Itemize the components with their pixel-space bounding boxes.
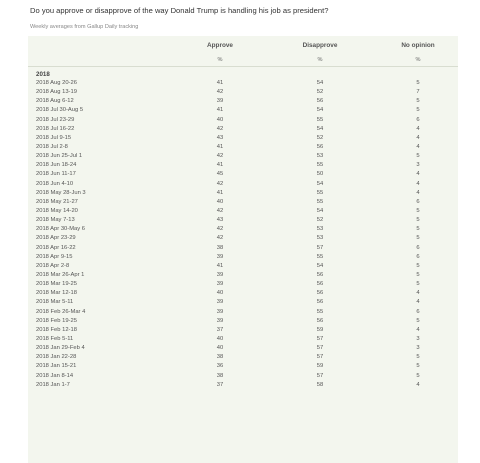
approve-value: 40 <box>216 335 224 342</box>
table-row <box>28 326 458 335</box>
row-label: 2018 Jan 29-Feb 4 <box>36 345 85 352</box>
disapprove-value: 52 <box>316 89 324 96</box>
row-label: 2018 Apr 2-8 <box>36 262 70 269</box>
approve-value: 39 <box>216 271 224 278</box>
table-row <box>28 161 458 170</box>
table-rows <box>28 79 458 390</box>
approve-value: 41 <box>216 143 224 150</box>
approve-value: 42 <box>216 235 224 242</box>
disapprove-value: 53 <box>316 235 324 242</box>
row-label: 2018 Jul 2-8 <box>36 143 68 150</box>
no-opinion-value: 4 <box>416 381 420 388</box>
table-row <box>28 198 458 207</box>
approve-value: 39 <box>216 299 224 306</box>
no-opinion-value: 5 <box>416 235 420 242</box>
no-opinion-value: 5 <box>416 80 420 86</box>
table-row <box>28 372 458 381</box>
no-opinion-value: 5 <box>416 271 420 278</box>
results-table <box>28 36 458 463</box>
disapprove-value: 56 <box>316 281 324 288</box>
approve-value: 40 <box>216 345 224 352</box>
disapprove-value: 55 <box>316 253 324 260</box>
approve-value: 42 <box>216 89 224 96</box>
approve-value: 37 <box>216 381 224 388</box>
table-row <box>28 170 458 179</box>
table-row <box>28 106 458 115</box>
table-row <box>28 308 458 317</box>
table-row <box>28 298 458 307</box>
disapprove-value: 50 <box>316 171 324 178</box>
row-label: 2018 Jun 18-24 <box>36 162 77 169</box>
approve-value: 42 <box>216 226 224 233</box>
table-row <box>28 362 458 371</box>
row-label: 2018 Apr 23-29 <box>36 235 76 242</box>
table-row <box>28 88 458 97</box>
disapprove-value: 55 <box>316 162 324 169</box>
approve-value: 41 <box>216 262 224 269</box>
disapprove-value: 57 <box>316 244 324 251</box>
no-opinion-value: 6 <box>416 116 420 123</box>
unit-disapprove: % <box>317 57 323 63</box>
row-label: 2018 Jan 8-14 <box>36 372 74 379</box>
poll-question: Do you approve or disapprove of the way Donald Trump is handling his job as president? <box>30 6 329 15</box>
column-header-disapprove: Disapprove <box>302 42 338 49</box>
disapprove-value: 53 <box>316 226 324 233</box>
table-row <box>28 317 458 326</box>
approve-value: 43 <box>216 217 224 224</box>
disapprove-value: 54 <box>316 180 324 187</box>
no-opinion-value: 5 <box>416 207 420 214</box>
column-header-approve: Approve <box>207 42 233 49</box>
no-opinion-value: 6 <box>416 308 420 315</box>
table-row <box>28 344 458 353</box>
disapprove-value: 55 <box>316 308 324 315</box>
approve-value: 39 <box>216 98 224 105</box>
approve-value: 40 <box>216 116 224 123</box>
no-opinion-value: 4 <box>416 143 420 150</box>
approve-value: 38 <box>216 244 224 251</box>
table-row <box>28 207 458 216</box>
row-label: 2018 Feb 26-Mar 4 <box>36 308 86 315</box>
table-row <box>28 143 458 152</box>
approve-value: 38 <box>216 354 224 361</box>
table-row <box>28 234 458 243</box>
disapprove-value: 52 <box>316 217 324 224</box>
table-row <box>28 353 458 362</box>
no-opinion-value: 5 <box>416 107 420 114</box>
approve-value: 41 <box>216 189 224 196</box>
approve-value: 42 <box>216 125 224 132</box>
table-row <box>28 262 458 271</box>
approve-value: 36 <box>216 363 224 370</box>
row-label: 2018 Jul 23-29 <box>36 116 75 123</box>
no-opinion-value: 4 <box>416 180 420 187</box>
no-opinion-value: 5 <box>416 317 420 324</box>
no-opinion-value: 5 <box>416 98 420 105</box>
table-row <box>28 79 458 88</box>
unit-approve: % <box>217 57 223 63</box>
no-opinion-value: 5 <box>416 153 420 160</box>
disapprove-value: 57 <box>316 335 324 342</box>
row-label: 2018 Feb 12-18 <box>36 326 77 333</box>
disapprove-value: 55 <box>316 198 324 205</box>
disapprove-value: 57 <box>316 354 324 361</box>
disapprove-value: 56 <box>316 317 324 324</box>
table-row <box>28 189 458 198</box>
row-label: 2018 Jul 16-22 <box>36 125 75 132</box>
no-opinion-value: 4 <box>416 299 420 306</box>
no-opinion-value: 6 <box>416 253 420 260</box>
no-opinion-value: 4 <box>416 290 420 297</box>
table-row <box>28 289 458 298</box>
approve-value: 42 <box>216 207 224 214</box>
row-label: 2018 Jul 9-15 <box>36 134 72 141</box>
table-row <box>28 253 458 262</box>
disapprove-value: 54 <box>316 125 324 132</box>
no-opinion-value: 5 <box>416 281 420 288</box>
row-label: 2018 May 14-20 <box>36 207 78 214</box>
approve-value: 41 <box>216 107 224 114</box>
disapprove-value: 54 <box>316 262 324 269</box>
no-opinion-value: 6 <box>416 244 420 251</box>
no-opinion-value: 5 <box>416 217 420 224</box>
no-opinion-value: 3 <box>416 345 420 352</box>
approve-value: 37 <box>216 326 224 333</box>
disapprove-value: 54 <box>316 80 324 86</box>
poll-page <box>10 0 468 463</box>
approve-value: 43 <box>216 134 224 141</box>
table-row <box>28 335 458 344</box>
approve-value: 45 <box>216 171 224 178</box>
row-label: 2018 Jun 4-10 <box>36 180 74 187</box>
no-opinion-value: 5 <box>416 262 420 269</box>
row-label: 2018 Jan 15-21 <box>36 363 77 370</box>
no-opinion-value: 4 <box>416 125 420 132</box>
row-label: 2018 Jan 1-7 <box>36 381 70 388</box>
no-opinion-value: 4 <box>416 326 420 333</box>
row-label: 2018 Mar 19-25 <box>36 281 77 288</box>
row-label: 2018 Feb 5-11 <box>36 335 74 342</box>
row-label: 2018 Mar 5-11 <box>36 299 74 306</box>
table-row <box>28 116 458 125</box>
row-label: 2018 Feb 19-25 <box>36 317 77 324</box>
table-row <box>28 134 458 143</box>
poll-subtitle: Weekly averages from Gallup Daily tracking <box>30 24 139 30</box>
table-row <box>28 152 458 161</box>
no-opinion-value: 4 <box>416 134 420 141</box>
row-label: 2018 May 21-27 <box>36 198 78 205</box>
disapprove-value: 56 <box>316 143 324 150</box>
approve-value: 39 <box>216 308 224 315</box>
row-label: 2018 Jun 25-Jul 1 <box>36 153 83 160</box>
disapprove-value: 56 <box>316 271 324 278</box>
table-row <box>28 125 458 134</box>
table-row <box>28 280 458 289</box>
no-opinion-value: 3 <box>416 162 420 169</box>
disapprove-value: 57 <box>316 372 324 379</box>
approve-value: 42 <box>216 153 224 160</box>
table-row <box>28 271 458 280</box>
disapprove-value: 54 <box>316 107 324 114</box>
no-opinion-value: 4 <box>416 171 420 178</box>
approve-value: 41 <box>216 162 224 169</box>
disapprove-value: 56 <box>316 299 324 306</box>
row-label: 2018 Jan 22-28 <box>36 354 77 361</box>
no-opinion-value: 3 <box>416 335 420 342</box>
table-row <box>28 244 458 253</box>
row-label: 2018 Mar 26-Apr 1 <box>36 271 85 278</box>
table-row <box>28 97 458 106</box>
disapprove-value: 58 <box>316 381 324 388</box>
row-label: 2018 May 7-13 <box>36 217 75 224</box>
disapprove-value: 57 <box>316 345 324 352</box>
no-opinion-value: 5 <box>416 226 420 233</box>
row-label: 2018 Jun 11-17 <box>36 171 76 178</box>
approve-value: 40 <box>216 290 224 297</box>
table-row <box>28 225 458 234</box>
no-opinion-value: 6 <box>416 198 420 205</box>
table-row <box>28 381 458 390</box>
approve-value: 38 <box>216 372 224 379</box>
approve-value: 39 <box>216 281 224 288</box>
no-opinion-value: 5 <box>416 354 420 361</box>
disapprove-value: 56 <box>316 98 324 105</box>
row-label: 2018 Aug 20-26 <box>36 80 77 86</box>
row-label: 2018 Jul 30-Aug 5 <box>36 107 84 114</box>
disapprove-value: 55 <box>316 189 324 196</box>
disapprove-value: 54 <box>316 207 324 214</box>
approve-value: 39 <box>216 317 224 324</box>
approve-value: 39 <box>216 253 224 260</box>
approve-value: 41 <box>216 80 224 86</box>
disapprove-value: 52 <box>316 134 324 141</box>
no-opinion-value: 5 <box>416 363 420 370</box>
table-row <box>28 216 458 225</box>
row-label: 2018 Aug 6-12 <box>36 98 74 105</box>
disapprove-value: 59 <box>316 326 324 333</box>
disapprove-value: 56 <box>316 290 324 297</box>
row-label: 2018 Apr 9-15 <box>36 253 73 260</box>
header-divider <box>28 66 458 67</box>
no-opinion-value: 5 <box>416 372 420 379</box>
row-label: 2018 Apr 16-22 <box>36 244 76 251</box>
disapprove-value: 53 <box>316 153 324 160</box>
year-heading: 2018 <box>36 71 50 78</box>
approve-value: 42 <box>216 180 224 187</box>
no-opinion-value: 7 <box>416 89 420 96</box>
row-label: 2018 Aug 13-19 <box>36 89 77 96</box>
approve-value: 40 <box>216 198 224 205</box>
table-row <box>28 180 458 189</box>
disapprove-value: 59 <box>316 363 324 370</box>
unit-no-opinion: % <box>415 57 421 63</box>
column-header-no-opinion: No opinion <box>401 42 435 49</box>
no-opinion-value: 4 <box>416 189 420 196</box>
row-label: 2018 May 28-Jun 3 <box>36 189 86 196</box>
row-label: 2018 Apr 30-May 6 <box>36 226 85 233</box>
disapprove-value: 55 <box>316 116 324 123</box>
row-label: 2018 Mar 12-18 <box>36 290 77 297</box>
